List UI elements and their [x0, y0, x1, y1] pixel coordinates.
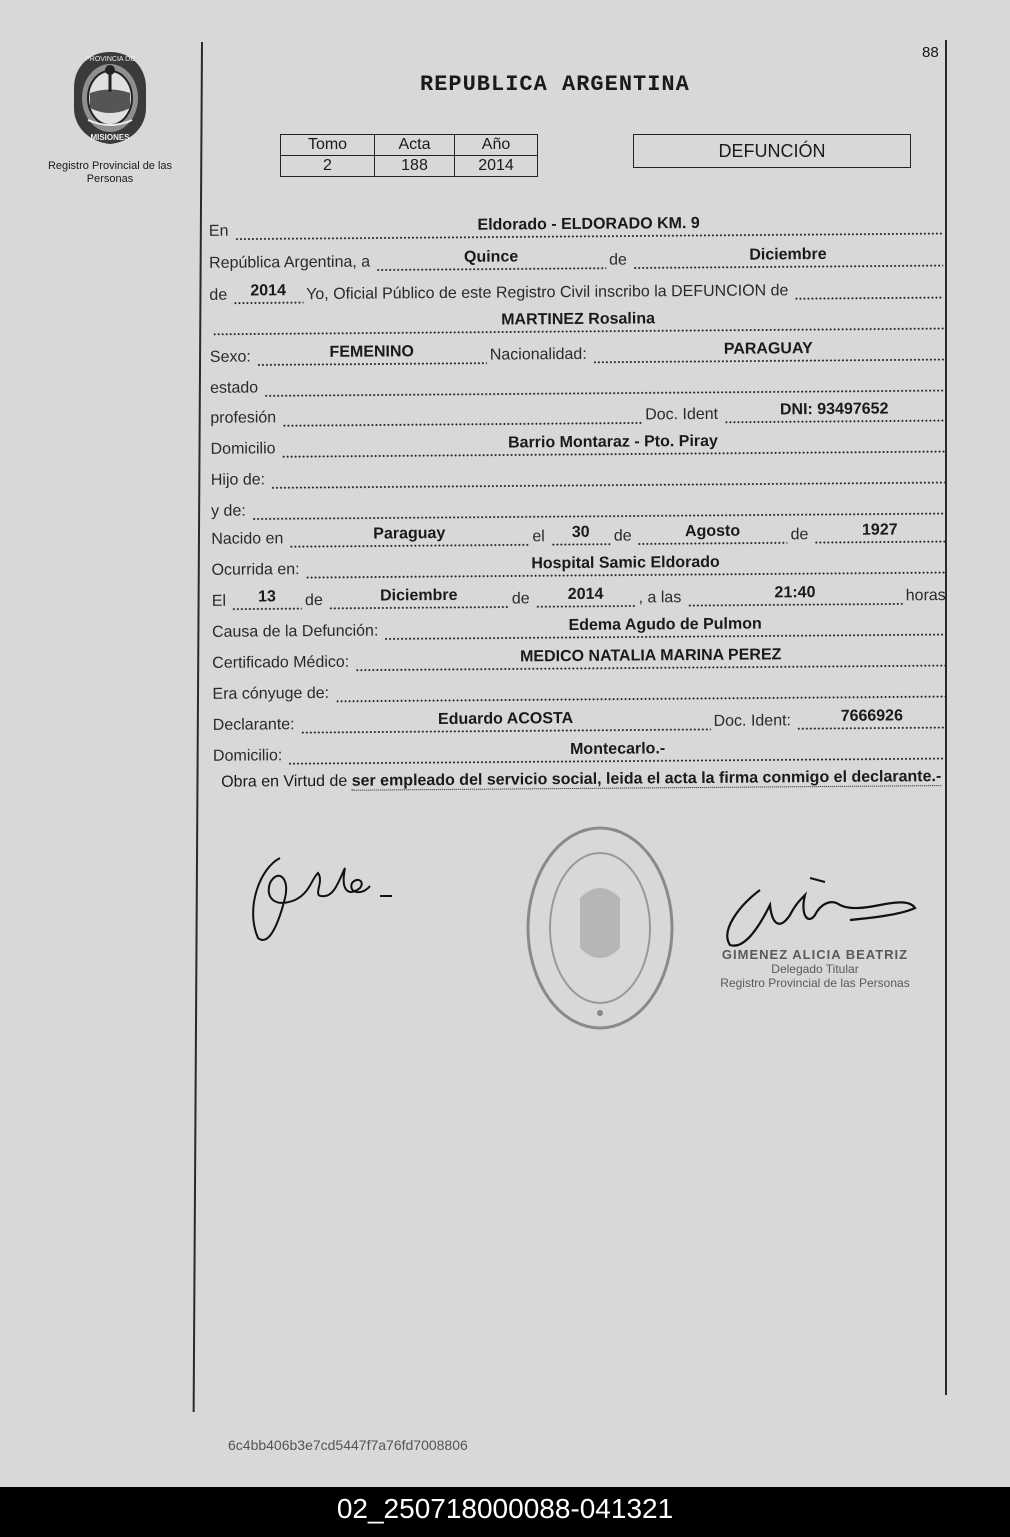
value-acta: 188 [375, 156, 455, 177]
label-domicilio-declarante: Domicilio: [212, 747, 283, 765]
label-de: de [209, 286, 228, 304]
field-birth-year: 1927 [814, 521, 945, 544]
label-oficial-text: Yo, Oficial Público de este Registro Civil inscribo la DEFUNCION de [306, 282, 789, 304]
row-y-de [211, 491, 948, 521]
field-cause-of-death: Edema Agudo de Pulmon [384, 614, 946, 640]
label-republica: República Argentina, a [209, 253, 371, 272]
row-causa [212, 612, 949, 642]
label-domicilio: Domicilio [210, 440, 276, 458]
row-oficial [209, 275, 946, 305]
label-causa: Causa de la Defunción: [211, 622, 379, 641]
official-name: GIMENEZ ALICIA BEATRIZ [721, 947, 909, 962]
label-ocurrida: Ocurrida en: [211, 561, 300, 579]
label-obra: Obra en Virtud de [221, 772, 348, 791]
header-tomo: Tomo [281, 135, 375, 156]
row-profesion [210, 398, 947, 428]
row-domicilio [210, 429, 947, 459]
logo-text-bottom: MISIONES [90, 133, 130, 142]
label-nacido: Nacido en [211, 530, 284, 548]
field-mother [252, 493, 945, 520]
field-death-month: Diciembre [329, 586, 509, 609]
row-conyuge [212, 674, 949, 704]
label-horas: horas [905, 587, 946, 605]
field-sex: FEMENINO [257, 343, 487, 367]
label-a-las: , a las [638, 589, 682, 607]
field-birth-month: Agosto [637, 522, 787, 545]
field-death-year: 2014 [536, 585, 636, 608]
field-place: Eldorado - ELDORADO KM. 9 [234, 213, 943, 241]
document-hash: 6c4bb406b3e7cd5447f7a76fd7008806 [228, 1437, 468, 1453]
label-estado: estado [210, 379, 259, 397]
label-en: En [208, 222, 229, 240]
header-acta: Acta [375, 135, 455, 156]
label-doc-ident-declarante: Doc. Ident: [713, 712, 792, 730]
official-office: Registro Provincial de las Personas [720, 976, 910, 990]
value-tomo: 2 [281, 156, 375, 177]
field-deceased-name: MARTINEZ Rosalina [213, 308, 944, 336]
row-ocurrida [211, 550, 948, 580]
label-profesion: profesión [210, 409, 277, 427]
field-declarant-doc: 7666926 [797, 707, 947, 730]
label-nacionalidad: Nacionalidad: [489, 345, 587, 364]
field-year: 2014 [233, 282, 303, 305]
row-domicilio-declarante [213, 736, 950, 766]
label-el: El [211, 592, 227, 610]
row-certificado [212, 643, 949, 673]
logo-text-top: PROVINCIA DE [85, 56, 135, 63]
label-declarante: Declarante: [212, 716, 295, 734]
act-type-box: DEFUNCIÓN [633, 134, 911, 168]
row-nombre [210, 306, 947, 336]
field-month: Diciembre [633, 245, 943, 269]
field-birth-day: 30 [551, 524, 611, 546]
field-profession [282, 402, 642, 427]
logo-caption: Registro Provincial de las Personas [47, 160, 173, 185]
row-estado [210, 368, 947, 398]
field-blank [794, 277, 943, 300]
official-stamp-text [685, 948, 945, 990]
row-fecha-defuncion [212, 581, 949, 611]
label-y-de: y de: [211, 502, 246, 520]
label-de: de [511, 590, 530, 608]
field-doc-ident: DNI: 93497652 [724, 400, 944, 424]
label-el: el [532, 528, 545, 546]
official-title: Delegado Titular [771, 962, 859, 976]
field-declarant-address: Montecarlo.- [288, 738, 947, 765]
document-title: REPUBLICA ARGENTINA [420, 72, 690, 97]
label-doc-ident: Doc. Ident [645, 405, 719, 424]
header-anio: Año [455, 135, 538, 156]
label-de: de [790, 526, 809, 544]
label-conyuge: Era cónyuge de: [212, 684, 330, 703]
value-anio: 2014 [455, 156, 538, 177]
label-de: de [613, 527, 632, 545]
field-day: Quince [376, 248, 606, 272]
label-de: de [304, 591, 323, 610]
field-death-day: 13 [232, 588, 302, 611]
field-spouse [335, 676, 947, 703]
field-death-place: Hospital Samic Eldorado [305, 552, 945, 579]
field-civil-status [264, 370, 944, 397]
label-hijo: Hijo de: [210, 471, 266, 489]
label-sexo: Sexo: [209, 348, 251, 366]
field-death-time: 21:40 [687, 583, 903, 607]
field-nationality: PARAGUAY [593, 339, 944, 364]
obra-paragraph [221, 765, 956, 795]
official-seal-stamp [515, 818, 685, 1038]
label-de: de [609, 251, 627, 269]
label-certificado: Certificado Médico: [212, 653, 350, 672]
field-medical-certificate: MEDICO NATALIA MARINA PEREZ [355, 645, 946, 672]
field-father [271, 462, 945, 489]
scan-footer-id: 02_250718000088-041321 [0, 1487, 1010, 1537]
field-obra: ser empleado del servicio social, leida el acta la firma conmigo el declarante.- [351, 768, 942, 790]
declarant-signature [240, 838, 400, 953]
row-sexo [210, 337, 947, 367]
field-declarant: Eduardo ACOSTA [300, 709, 710, 734]
row-nacido [211, 519, 948, 549]
page-number: 88 [922, 44, 939, 61]
row-en [209, 211, 946, 241]
row-hijo [211, 460, 948, 490]
row-declarante [213, 705, 950, 735]
row-republica [209, 243, 946, 273]
field-birth-place: Paraguay [289, 524, 529, 548]
field-address: Barrio Montaraz - Pto. Piray [281, 431, 944, 458]
